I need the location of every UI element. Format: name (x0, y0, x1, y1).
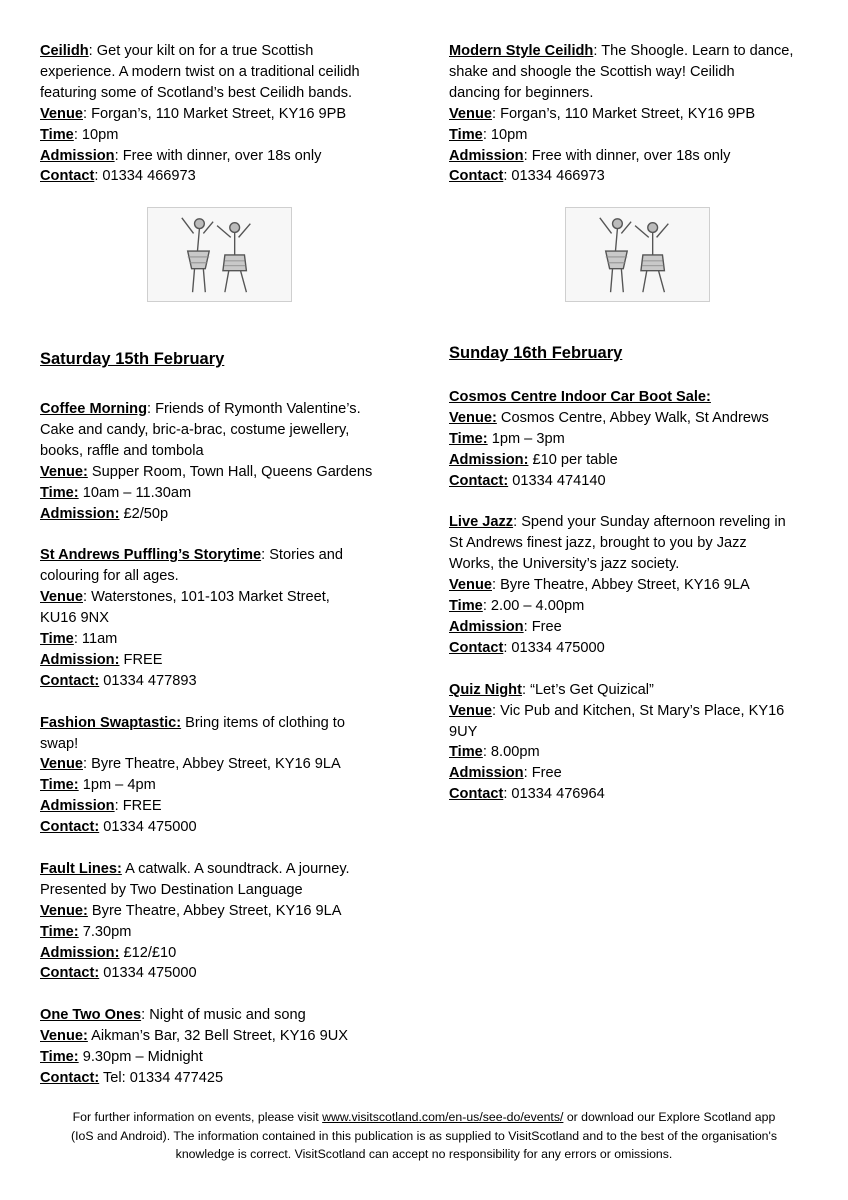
admission-value: : FREE (114, 798, 162, 815)
event-title: Ceilidh (40, 43, 89, 59)
time-value: : 10pm (482, 126, 528, 143)
venue-value: : Forgan’s, 110 Market Street, KY16 9PB (83, 105, 347, 122)
venue-value: KU16 9NX (40, 610, 109, 627)
footer-disclaimer (28, 1108, 820, 1164)
venue-label: Venue (40, 589, 83, 606)
admission-label: Admission (40, 798, 115, 815)
venue-value: Aikman’s Bar, 32 Bell Street, KY16 9UX (87, 1028, 348, 1045)
event-ceilidh (40, 41, 410, 187)
event-desc: : Night of music and song (141, 1007, 306, 1024)
time-value: : 2.00 – 4.00pm (482, 598, 585, 615)
saturday-events (40, 399, 410, 1089)
venue-label: Venue (449, 702, 492, 719)
event-title: Fault Lines: (40, 860, 122, 877)
event-title: Modern Style Ceilidh (449, 43, 594, 59)
event-desc: Bring items of clothing to (181, 714, 345, 731)
contact-value: 01334 474140 (508, 472, 606, 489)
event-desc: St Andrews finest jazz, brought to you by Jazz (449, 535, 747, 552)
admission-value: : Free (523, 618, 562, 635)
event-desc: Works, the University’s jazz society. (449, 556, 680, 573)
event-title: St Andrews Puffling’s Storytime (40, 547, 262, 564)
event-desc: Presented by Two Destination Language (40, 881, 303, 898)
event-desc: : The Shoogle. Learn to dance, (593, 43, 794, 59)
footer-text: or download our Explore Scotland app (563, 1110, 776, 1124)
time-value: 9.30pm – Midnight (78, 1049, 203, 1066)
contact-label: Contact (449, 639, 504, 656)
venue-label: Venue (449, 105, 492, 122)
time-label: Time (40, 630, 74, 647)
time-label: Time: (449, 430, 488, 447)
time-value: 10am – 11.30am (78, 484, 192, 501)
contact-value: 01334 475000 (99, 965, 197, 982)
admission-value: : Free with dinner, over 18s only (523, 147, 731, 164)
time-value: 1pm – 4pm (78, 777, 156, 794)
venue-value: Byre Theatre, Abbey Street, KY16 9LA (87, 902, 342, 919)
event-desc: experience. A modern twist on a traditional ceilidh (40, 63, 360, 80)
event-desc: dancing for beginners. (449, 84, 594, 101)
event-desc: : Spend your Sunday afternoon reveling in (513, 514, 786, 531)
time-value: : 11am (73, 630, 118, 647)
time-label: Time (40, 126, 74, 143)
time-label: Time (449, 744, 483, 761)
venue-label: Venue: (40, 463, 88, 480)
time-label: Time: (40, 484, 79, 501)
admission-label: Admission: (40, 505, 120, 522)
venue-value: : Vic Pub and Kitchen, St Mary’s Place, KY16 (492, 702, 785, 719)
contact-label: Contact: (40, 965, 100, 982)
venue-value: : Forgan’s, 110 Market Street, KY16 9PB (492, 105, 756, 122)
venue-label: Venue: (40, 1028, 88, 1045)
venue-label: Venue: (449, 409, 497, 426)
contact-value: : 01334 466973 (94, 168, 196, 185)
contact-label: Contact: (449, 472, 509, 489)
event-desc: : Friends of Rymonth Valentine’s. (147, 401, 361, 417)
contact-label: Contact: (40, 1070, 100, 1086)
venue-label: Venue (40, 756, 83, 773)
contact-label: Contact: (40, 819, 100, 836)
footer-text: (IoS and Android). The information contained in this publication is as supplied to VisitScotland and to the best of the organisation's (71, 1128, 777, 1143)
event-desc: A catwalk. A soundtrack. A journey. (121, 860, 350, 877)
time-label: Time: (40, 777, 79, 794)
sunday-events (449, 387, 819, 805)
admission-label: Admission (40, 147, 115, 164)
admission-label: Admission: (40, 944, 120, 961)
event-desc: books, raffle and tombola (40, 442, 204, 459)
venue-value: : Byre Theatre, Abbey Street, KY16 9LA (492, 577, 750, 594)
time-label: Time (449, 126, 483, 143)
time-value: : 8.00pm (482, 744, 540, 761)
sunday-heading: Sunday 16th February (449, 344, 623, 362)
venue-label: Venue: (40, 902, 88, 919)
ceilidh-dancers-image (565, 207, 710, 302)
time-value: 7.30pm (78, 923, 132, 940)
visitscotland-events-link[interactable]: www.visitscotland.com/en-us/see-do/events/ (322, 1110, 564, 1124)
admission-value: FREE (119, 651, 163, 668)
event-desc: : Get your kilt on for a true Scottish (88, 43, 314, 59)
contact-value: : 01334 476964 (503, 786, 605, 803)
admission-value: : Free (523, 765, 562, 782)
contact-label: Contact: (40, 672, 100, 689)
event-desc: colouring for all ages. (40, 568, 179, 585)
admission-label: Admission (449, 147, 524, 164)
venue-value: Supper Room, Town Hall, Queens Gardens (87, 463, 373, 480)
event-title: One Two Ones (40, 1007, 142, 1024)
admission-value: £2/50p (119, 505, 169, 522)
footer-text: knowledge is correct. VisitScotland can accept no responsibility for any errors or omissions. (175, 1147, 673, 1161)
contact-value: 01334 477893 (99, 672, 197, 689)
admission-label: Admission: (40, 651, 120, 668)
footer-text: For further information on events, please visit (72, 1110, 323, 1124)
event-desc: Cake and candy, bric-a-brac, costume jewellery, (40, 421, 350, 438)
admission-label: Admission (449, 765, 524, 782)
venue-value: : Waterstones, 101-103 Market Street, (83, 589, 330, 606)
event-title: Coffee Morning (40, 401, 148, 417)
contact-value: : 01334 466973 (503, 168, 605, 185)
contact-label: Contact (449, 786, 504, 803)
venue-value: 9UY (449, 723, 478, 740)
event-title: Live Jazz (449, 514, 514, 531)
venue-label: Venue (449, 577, 492, 594)
admission-value: £10 per table (528, 451, 618, 468)
contact-value: Tel: 01334 477425 (99, 1070, 224, 1086)
time-label: Time: (40, 1049, 79, 1066)
contact-label: Contact (449, 168, 504, 185)
dancers-illustration-icon (566, 208, 709, 301)
admission-label: Admission (449, 618, 524, 635)
event-desc: featuring some of Scotland’s best Ceilidh bands. (40, 84, 353, 101)
ceilidh-dancers-image (147, 207, 292, 302)
venue-value: Cosmos Centre, Abbey Walk, St Andrews (496, 409, 769, 426)
contact-label: Contact (40, 168, 95, 185)
admission-value: £12/£10 (119, 944, 177, 961)
admission-label: Admission: (449, 451, 529, 468)
event-title: Quiz Night (449, 681, 522, 698)
venue-label: Venue (40, 105, 83, 122)
time-label: Time: (40, 923, 79, 940)
event-modern-ceilidh (449, 41, 819, 187)
dancers-illustration-icon (148, 208, 291, 301)
admission-value: : Free with dinner, over 18s only (114, 147, 322, 164)
event-title: Cosmos Centre Indoor Car Boot Sale: (449, 389, 711, 405)
time-label: Time (449, 598, 483, 615)
contact-value: 01334 475000 (99, 819, 197, 836)
event-desc: swap! (40, 735, 79, 752)
time-value: : 10pm (73, 126, 119, 143)
contact-value: : 01334 475000 (503, 639, 605, 656)
event-desc: : Stories and (261, 547, 344, 564)
event-desc: : “Let’s Get Quizical” (521, 681, 654, 698)
event-desc: shake and shoogle the Scottish way! Ceilidh (449, 63, 735, 80)
time-value: 1pm – 3pm (487, 430, 565, 447)
saturday-heading: Saturday 15th February (40, 350, 225, 368)
venue-value: : Byre Theatre, Abbey Street, KY16 9LA (83, 756, 341, 773)
event-title: Fashion Swaptastic: (40, 714, 182, 731)
